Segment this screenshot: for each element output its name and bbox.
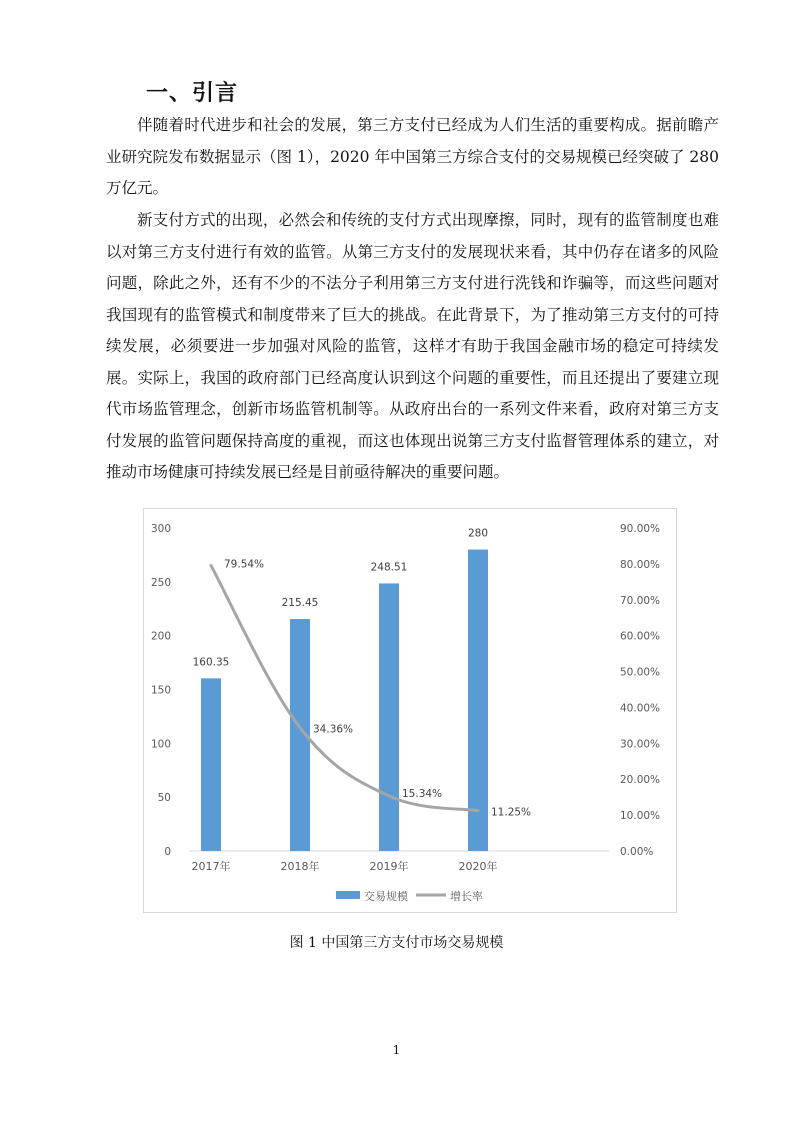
x-tick-label: 2018年 — [280, 860, 320, 873]
legend-line-label: 增长率 — [450, 890, 483, 903]
x-tick-label: 2020年 — [458, 860, 498, 873]
y2-tick-label: 30.00% — [620, 738, 661, 751]
y-tick-label: 250 — [150, 576, 171, 589]
line-data-label: 79.54% — [224, 558, 265, 571]
line-data-label: 11.25% — [491, 806, 532, 819]
y-tick-label: 50 — [157, 792, 171, 805]
growth-rate-line — [211, 566, 478, 811]
y-tick-label: 150 — [150, 684, 171, 697]
y2-tick-label: 90.00% — [620, 523, 661, 535]
bar-data-label: 280 — [467, 527, 489, 540]
y-tick-label: 0 — [164, 846, 171, 858]
y-tick-label: 100 — [150, 738, 171, 751]
bar-data-label: 215.45 — [281, 597, 319, 610]
bar-data-label: 248.51 — [370, 561, 408, 574]
x-tick-label: 2019年 — [369, 860, 409, 873]
chart-container — [143, 508, 677, 913]
bar — [379, 583, 399, 851]
y-tick-label: 300 — [150, 523, 171, 535]
y2-tick-label: 60.00% — [620, 630, 661, 643]
bar — [201, 678, 221, 851]
bar-data-label: 160.35 — [192, 656, 230, 669]
y2-tick-label: 20.00% — [620, 774, 661, 787]
y2-tick-label: 50.00% — [620, 666, 661, 679]
line-data-label: 15.34% — [402, 787, 443, 800]
paragraph-background: 新支付方式的出现，必然会和传统的支付方式出现摩擦，同时，现有的监管制度也难以对第三方支付进行有效的监管。从第三方支付的发展现状来看，其中仍存在诸多的风险问题，除此之外，还有不少的不法分子利用第三方支付进行洗钱和诈骗等，而这些问题对我国现有的监管模式和制度带来了巨大的挑战。在此背景下，为了推动第三方支付的可持续发展，必须要进一步加强对风险的监管，这样才有助于我国金融市场的稳定可持续发展。实际上，我国的政府部门已经高度认识到这个问题的重要性，而且还提出了要建立现代市场监管理念，创新市场监管机制等。从政府出台的一系列文件来看，政府对第三方支付发展的监管问题保持高度的重视，而这也体现出说第三方支付监督管理体系的建立，对推动市场健康可持续发展已经是目前亟待解决的重要问题。 — [106, 211, 719, 481]
combo-chart — [144, 509, 676, 912]
y2-tick-label: 10.00% — [620, 810, 661, 823]
y2-tick-label: 0.00% — [620, 846, 654, 858]
paragraph-intro: 伴随着时代进步和社会的发展，第三方支付已经成为人们生活的重要构成。据前瞻产业研究院发布数据显示（图 1），2020 年中国第三方综合支付的交易规模已经突破了 280 万亿元。 — [106, 116, 719, 197]
line-data-label: 34.36% — [313, 723, 354, 736]
figure-caption: 图 1 中国第三方支付市场交易规模 — [289, 935, 504, 951]
legend-bar-swatch — [336, 891, 360, 899]
page-number: 1 — [392, 1043, 401, 1057]
bar — [468, 550, 488, 851]
section-heading: 一、引言 — [146, 81, 239, 106]
legend-bar-label: 交易规模 — [364, 890, 408, 903]
y2-tick-label: 70.00% — [620, 594, 661, 607]
x-tick-label: 2017年 — [191, 860, 231, 873]
y2-tick-label: 80.00% — [620, 558, 661, 571]
y-tick-label: 200 — [150, 630, 171, 643]
y2-tick-label: 40.00% — [620, 702, 661, 715]
